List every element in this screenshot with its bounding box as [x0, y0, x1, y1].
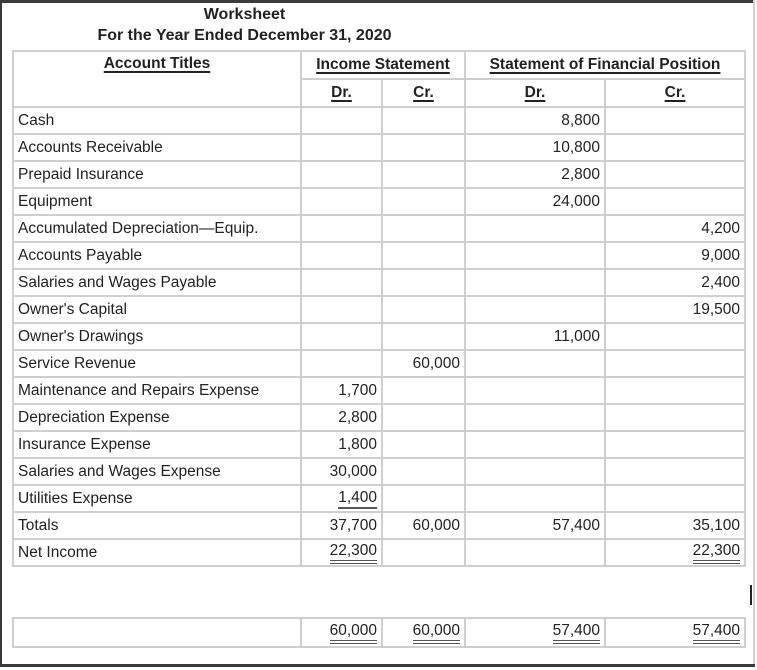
totals-is-dr: 37,700 — [301, 512, 382, 539]
header-account-titles — [13, 51, 301, 107]
grand-totals-row — [13, 618, 745, 647]
account-name: Utilities Expense — [13, 485, 301, 512]
table-row — [13, 323, 745, 350]
fp-cr-cell — [605, 458, 745, 485]
header-is-cr-text: Cr. — [413, 84, 434, 101]
account-name: Accumulated Depreciation—Equip. — [13, 215, 301, 242]
grand-totals-fp-cr-value: 57,400 — [693, 622, 740, 644]
net-income-is-cr — [382, 539, 465, 566]
is-cr-cell — [382, 323, 465, 350]
table-row — [13, 107, 745, 134]
is-dr-cell — [301, 161, 382, 188]
table-row — [13, 296, 745, 323]
worksheet-title: Worksheet — [203, 6, 286, 23]
net-income-is-dr-value: 22,300 — [330, 542, 377, 564]
is-dr-cell — [301, 323, 382, 350]
is-dr-value-underlined: 1,400 — [338, 489, 377, 509]
table-row — [13, 485, 745, 512]
header-income-statement — [301, 51, 465, 79]
account-name: Salaries and Wages Payable — [13, 269, 301, 296]
is-cr-cell — [382, 485, 465, 512]
fp-dr-cell — [465, 485, 605, 512]
fp-dr-cell — [465, 431, 605, 458]
header-income-statement-text: Income Statement — [316, 56, 450, 73]
table-row — [13, 215, 745, 242]
account-name: Salaries and Wages Expense — [13, 458, 301, 485]
fp-cr-cell — [605, 161, 745, 188]
grand-totals-table — [12, 617, 746, 648]
grand-totals-fp-dr-value: 57,400 — [553, 622, 600, 644]
account-name: Accounts Payable — [13, 242, 301, 269]
account-name: Owner's Drawings — [13, 323, 301, 350]
header-fp-cr-text: Cr. — [664, 84, 686, 101]
fp-dr-cell — [465, 296, 605, 323]
fp-dr-cell — [465, 242, 605, 269]
grand-totals-is-dr — [301, 618, 382, 647]
is-cr-cell — [382, 431, 465, 458]
net-income-fp-cr-value: 22,300 — [693, 542, 740, 564]
table-row — [13, 161, 745, 188]
is-dr-cell — [301, 215, 382, 242]
is-dr-cell: 30,000 — [301, 458, 382, 485]
is-cr-cell — [382, 188, 465, 215]
fp-dr-cell — [465, 215, 605, 242]
grand-totals-is-cr-value: 60,000 — [413, 622, 460, 644]
fp-cr-cell — [605, 107, 745, 134]
account-name: Equipment — [13, 188, 301, 215]
is-dr-cell — [301, 107, 382, 134]
fp-dr-cell — [465, 350, 605, 377]
table-row — [13, 431, 745, 458]
is-dr-cell — [301, 485, 382, 512]
is-dr-cell: 2,800 — [301, 404, 382, 431]
grand-totals-fp-dr — [465, 618, 605, 647]
header-is-dr-text: Dr. — [331, 84, 352, 101]
header-account-titles-text: Account Titles — [103, 55, 211, 72]
header-is-cr — [382, 79, 465, 107]
is-dr-cell: 1,700 — [301, 377, 382, 404]
grand-totals-fp-cr — [605, 618, 745, 647]
grand-totals-is-dr-value: 60,000 — [330, 622, 377, 644]
is-dr-cell — [301, 242, 382, 269]
table-row — [13, 458, 745, 485]
fp-cr-cell: 19,500 — [605, 296, 745, 323]
fp-dr-cell: 11,000 — [465, 323, 605, 350]
fp-dr-cell: 24,000 — [465, 188, 605, 215]
account-name: Accounts Receivable — [13, 134, 301, 161]
totals-fp-dr: 57,400 — [465, 512, 605, 539]
header-financial-position-text: Statement of Financial Position — [489, 56, 721, 73]
account-name: Insurance Expense — [13, 431, 301, 458]
net-income-fp-cr — [605, 539, 745, 566]
fp-cr-cell — [605, 404, 745, 431]
text-cursor-mark — [750, 585, 752, 605]
is-cr-cell — [382, 296, 465, 323]
table-row — [13, 269, 745, 296]
is-dr-cell — [301, 188, 382, 215]
is-cr-cell — [382, 215, 465, 242]
account-name: Depreciation Expense — [13, 404, 301, 431]
frame-right-edge — [753, 0, 755, 664]
is-dr-cell: 1,800 — [301, 431, 382, 458]
table-row — [13, 350, 745, 377]
fp-dr-cell: 10,800 — [465, 134, 605, 161]
totals-row — [13, 512, 745, 539]
net-income-label: Net Income — [13, 539, 301, 566]
fp-cr-cell — [605, 485, 745, 512]
header-row-groups — [13, 51, 745, 79]
fp-cr-cell: 4,200 — [605, 215, 745, 242]
fp-dr-cell — [465, 377, 605, 404]
fp-dr-cell: 2,800 — [465, 161, 605, 188]
header-fp-dr-text: Dr. — [524, 84, 546, 101]
is-cr-cell — [382, 404, 465, 431]
is-cr-cell — [382, 134, 465, 161]
is-cr-cell — [382, 377, 465, 404]
account-name: Cash — [13, 107, 301, 134]
header-fp-cr — [605, 79, 745, 107]
fp-cr-cell — [605, 377, 745, 404]
account-name: Owner's Capital — [13, 296, 301, 323]
is-dr-cell — [301, 269, 382, 296]
is-dr-cell — [301, 134, 382, 161]
net-income-fp-dr — [465, 539, 605, 566]
is-dr-cell — [301, 296, 382, 323]
fp-cr-cell — [605, 350, 745, 377]
is-cr-cell: 60,000 — [382, 350, 465, 377]
is-cr-cell — [382, 458, 465, 485]
fp-dr-cell — [465, 269, 605, 296]
is-dr-cell — [301, 350, 382, 377]
fp-cr-cell: 2,400 — [605, 269, 745, 296]
header-is-dr — [301, 79, 382, 107]
is-cr-cell — [382, 107, 465, 134]
fp-cr-cell — [605, 134, 745, 161]
fp-cr-cell — [605, 188, 745, 215]
totals-is-cr: 60,000 — [382, 512, 465, 539]
table-row — [13, 377, 745, 404]
table-row — [13, 404, 745, 431]
is-cr-cell — [382, 242, 465, 269]
fp-cr-cell — [605, 323, 745, 350]
grand-totals-label — [13, 618, 301, 647]
header-fp-dr — [465, 79, 605, 107]
fp-dr-cell: 8,800 — [465, 107, 605, 134]
grand-totals-is-cr — [382, 618, 465, 647]
table-row — [13, 188, 745, 215]
net-income-is-dr — [301, 539, 382, 566]
worksheet-table — [12, 50, 746, 567]
totals-fp-cr: 35,100 — [605, 512, 745, 539]
fp-cr-cell — [605, 431, 745, 458]
is-cr-cell — [382, 269, 465, 296]
worksheet-subtitle: For the Year Ended December 31, 2020 — [97, 27, 392, 44]
account-name: Maintenance and Repairs Expense — [13, 377, 301, 404]
is-cr-cell — [382, 161, 465, 188]
account-name: Prepaid Insurance — [13, 161, 301, 188]
account-name: Service Revenue — [13, 350, 301, 377]
net-income-row — [13, 539, 745, 566]
fp-cr-cell: 9,000 — [605, 242, 745, 269]
table-row — [13, 242, 745, 269]
fp-dr-cell — [465, 458, 605, 485]
totals-label: Totals — [13, 512, 301, 539]
header-financial-position — [465, 51, 745, 79]
fp-dr-cell — [465, 404, 605, 431]
table-row — [13, 134, 745, 161]
